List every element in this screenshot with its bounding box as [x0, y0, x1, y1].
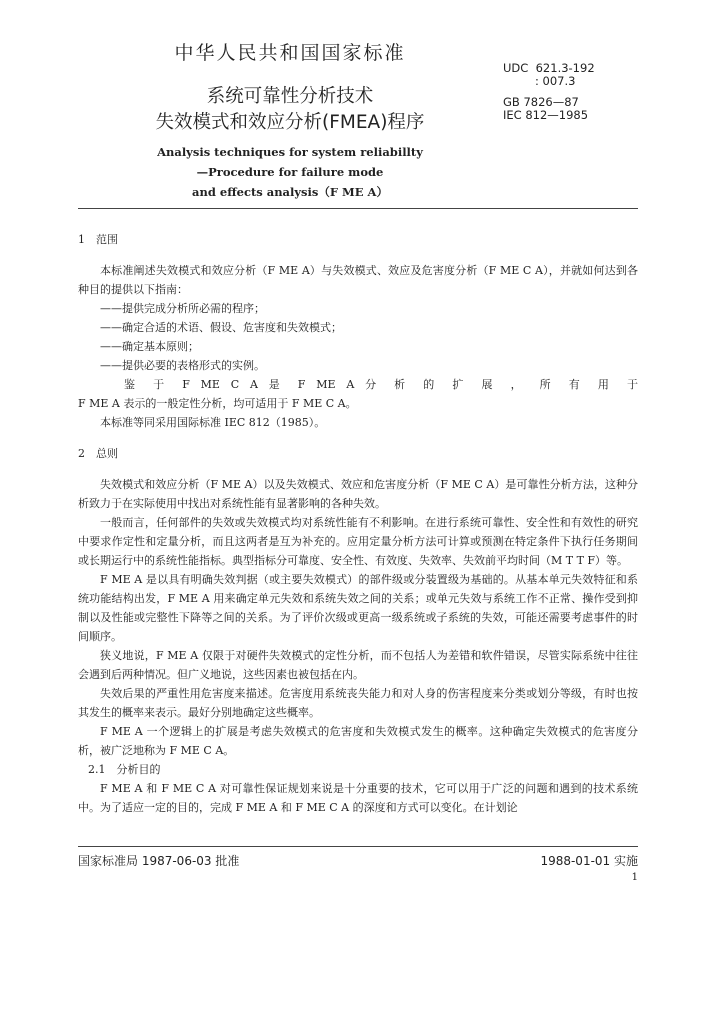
gb-number: GB 7826—87 — [503, 95, 579, 109]
paragraph: 狭义地说，F ME A 仅限于对硬件失效模式的定性分析，而不包括人为差错和软件错误，尽管实际系统中往往会遇到后两种情况。但广义地说，这些因素也被包括在内。 — [78, 649, 638, 681]
paragraph: 鉴 于 F ME C A 是 F ME A 分 析 的 扩 展 ， 所 有 用 于 — [124, 378, 638, 391]
english-title-line-1: Analysis techniques for system reliabillty — [157, 145, 423, 159]
standard-numbers — [503, 96, 588, 122]
english-title-line-2: —Procedure for failure mode — [196, 165, 384, 179]
paragraph: 本标准等同采用国际标准 IEC 812（1985）。 — [100, 416, 326, 429]
paragraph: 一般而言，任何部件的失效或失效模式均对系统性能有不利影响。在进行系统可靠性、安全性和有效性的研究中要求作定性和定量分析，而且这两者是互为补充的。应用定量分析方法可计算或预测在特定条件下执行任务期间或长期运行中的系统性能指标。典型指标分可靠度、安全性、有效度、失效率、失效前平均时间（M T T F）等。 — [78, 516, 638, 567]
list-item: ——确定合适的术语、假设、危害度和失效模式； — [100, 321, 342, 334]
list-item: ——提供完成分析所必需的程序； — [100, 302, 265, 315]
udc-classification — [503, 62, 595, 88]
list-item: ——确定基本原则； — [100, 340, 199, 353]
paragraph: F ME A 是以具有明确失效判据（或主要失效模式）的部件级或分装置级为基础的。从基本单元失效特征和系统功能结构出发，F ME A 用来确定单元失效和系统失效之间的关系；或单元失效与系统工作不正常、操作受到抑制以及性能或完整性下降等之间的关系。为了评价次级或更高一级系统或子系统的失效，可能还需要考虑事件的时间顺序。 — [78, 573, 638, 643]
header-divider — [78, 208, 638, 209]
approval-date: 国家标准局 1987-06-03 批准 — [78, 854, 240, 868]
paragraph: F ME A 和 F ME C A 对可靠性保证规划来说是十分重要的技术，它可以用于广泛的问题和遇到的技术系统中。为了适应一定的目的，完成 F ME A 和 F ME C A 的深度和方式可以变化。在计划论 — [78, 782, 638, 814]
page-number: 1 — [631, 872, 638, 883]
udc-line-1: UDC 621.3-192 — [503, 61, 595, 75]
document-title — [60, 84, 520, 136]
paragraph: F ME A 表示的一般定性分析，均可适用于 F ME C A。 — [78, 397, 357, 410]
paragraph: 失效模式和效应分析（F ME A）以及失效模式、效应和危害度分析（F ME C A）是可靠性分析方法，这种分析致力于在实际使用中找出对系统性能有显著影响的各种失效。 — [78, 478, 638, 510]
english-title — [80, 142, 500, 202]
country-standard-heading: 中华人民共和国国家标准 — [174, 42, 406, 64]
document-body — [78, 230, 638, 817]
paragraph: 本标准阐述失效模式和效应分析（F ME A）与失效模式、效应及危害度分析（F ME C A），并就如何达到各种目的提供以下指南： — [78, 264, 638, 296]
title-line-2: 失效模式和效应分析(FMEA)程序 — [155, 112, 425, 133]
effective-date: 1988-01-01 实施 — [540, 854, 638, 868]
section-2-heading: 2 总则 — [78, 447, 118, 460]
udc-line-2: : 007.3 — [535, 74, 576, 88]
section-2-1-heading: 2.1 分析目的 — [88, 763, 161, 776]
iec-number: IEC 812—1985 — [503, 108, 589, 122]
list-item: ——提供必要的表格形式的实例。 — [100, 359, 265, 372]
paragraph: 失效后果的严重性用危害度来描述。危害度用系统丧失能力和对人身的伤害程度来分类或划分等级，有时也按其发生的概率来表示。最好分别地确定这些概率。 — [78, 687, 638, 719]
title-line-1: 系统可靠性分析技术 — [206, 86, 374, 107]
footer-divider — [78, 846, 638, 847]
english-title-line-3: and effects analysis（F ME A） — [192, 185, 388, 199]
section-1-heading: 1 范围 — [78, 233, 118, 246]
paragraph: F ME A 一个逻辑上的扩展是考虑失效模式的危害度和失效模式发生的概率。这种确定失效模式的危害度分析，被广泛地称为 F ME C A。 — [78, 725, 638, 757]
